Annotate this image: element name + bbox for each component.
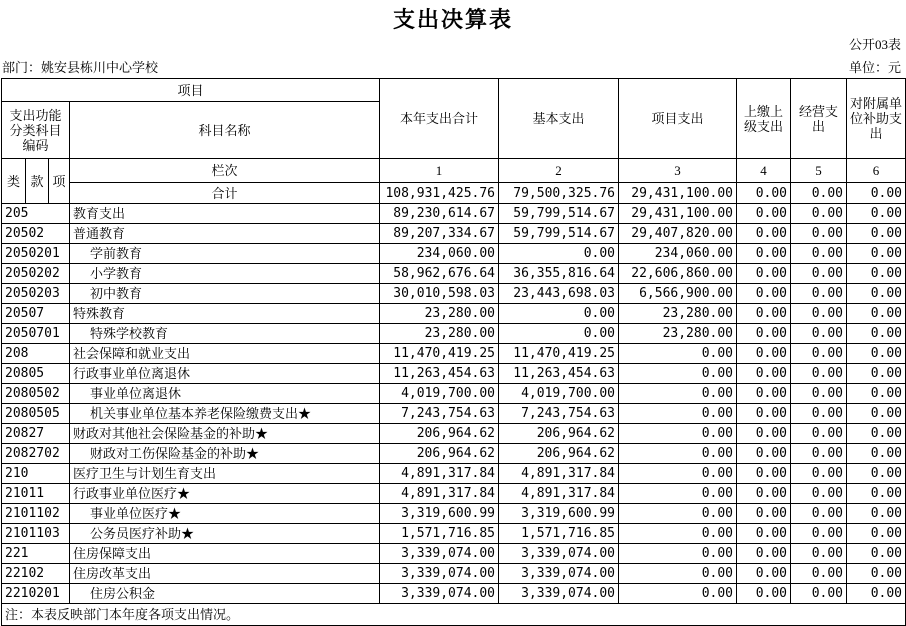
subject-name-cell: 财政对工伤保险基金的补助★ [70,444,380,464]
subject-name-cell: 行政事业单位医疗★ [70,484,380,504]
total-amount-cell: 108,931,425.76 [380,183,499,204]
subject-name-cell: 住房公积金 [70,584,380,604]
subject-name-cell: 特殊教育 [70,304,380,324]
amount-cell: 0.00 [619,404,737,424]
col-number-1: 1 [380,159,499,183]
department-label: 部门：姚安县栋川中心学校 [2,60,159,75]
amount-cell: 0.00 [791,564,847,584]
header-row-rank [2,159,906,183]
col-header-project-exp: 项目支出 [619,79,737,159]
expenditure-table [1,78,906,626]
amount-cell: 0.00 [847,424,906,444]
amount-cell: 0.00 [737,344,791,364]
amount-cell: 0.00 [737,384,791,404]
table-row [2,244,906,264]
code-group-header-cell: 支出功能分类科目编码 [2,102,70,159]
code-cell: 2101102 [2,504,70,524]
amount-cell: 89,230,614.67 [380,204,499,224]
table-row [2,464,906,484]
amount-cell: 0.00 [737,484,791,504]
amount-cell: 0.00 [847,544,906,564]
code-cell: 2050202 [2,264,70,284]
col-number-4: 4 [737,159,791,183]
code-cell: 20827 [2,424,70,444]
amount-cell: 0.00 [737,244,791,264]
amount-cell: 0.00 [737,504,791,524]
subject-name-cell: 事业单位离退休 [70,384,380,404]
total-row [2,183,906,204]
amount-cell: 0.00 [619,444,737,464]
amount-cell: 89,207,334.67 [380,224,499,244]
amount-cell: 29,407,820.00 [619,224,737,244]
amount-cell: 0.00 [847,484,906,504]
table-row [2,504,906,524]
col-number-5: 5 [791,159,847,183]
table-row [2,524,906,544]
amount-cell: 206,964.62 [499,444,619,464]
subject-name-cell: 事业单位医疗★ [70,504,380,524]
amount-cell: 0.00 [791,424,847,444]
table-row [2,484,906,504]
amount-cell: 0.00 [791,484,847,504]
code-cell: 20502 [2,224,70,244]
amount-cell: 0.00 [791,244,847,264]
amount-cell: 23,280.00 [619,304,737,324]
amount-cell: 23,280.00 [380,304,499,324]
note-text: 注：本表反映部门本年度各项支出情况。 [2,604,906,626]
code-cell: 2050701 [2,324,70,344]
amount-cell: 3,339,074.00 [380,584,499,604]
code-cell: 210 [2,464,70,484]
amount-cell: 3,339,074.00 [499,584,619,604]
amount-cell: 30,010,598.03 [380,284,499,304]
amount-cell: 0.00 [791,544,847,564]
amount-cell: 0.00 [791,344,847,364]
amount-cell: 0.00 [847,244,906,264]
amount-cell: 0.00 [791,264,847,284]
amount-cell: 0.00 [847,524,906,544]
amount-cell: 0.00 [619,464,737,484]
amount-cell: 234,060.00 [380,244,499,264]
amount-cell: 0.00 [737,444,791,464]
amount-cell: 29,431,100.00 [619,204,737,224]
subject-name-cell: 机关事业单位基本养老保险缴费支出★ [70,404,380,424]
amount-cell: 0.00 [737,544,791,564]
code-cell: 221 [2,544,70,564]
subject-name-header-cell: 科目名称 [70,102,380,159]
amount-cell: 0.00 [847,324,906,344]
subject-name-cell: 行政事业单位离退休 [70,364,380,384]
amount-cell: 0.00 [737,524,791,544]
table-footer [2,604,906,626]
amount-cell: 0.00 [847,464,906,484]
col-header-operating: 经营支出 [791,79,847,159]
amount-cell: 0.00 [847,364,906,384]
amount-cell: 0.00 [737,224,791,244]
amount-cell: 0.00 [791,324,847,344]
code-cell: 2080505 [2,404,70,424]
amount-cell: 0.00 [619,584,737,604]
amount-cell: 0.00 [791,224,847,244]
amount-cell: 7,243,754.63 [499,404,619,424]
subject-name-cell: 住房保障支出 [70,544,380,564]
amount-cell: 22,606,860.00 [619,264,737,284]
subject-name-cell: 学前教育 [70,244,380,264]
total-amount-cell: 29,431,100.00 [619,183,737,204]
amount-cell: 11,470,419.25 [499,344,619,364]
amount-cell: 0.00 [737,264,791,284]
amount-cell: 0.00 [847,444,906,464]
table-row [2,404,906,424]
amount-cell: 0.00 [791,444,847,464]
header-row-project [2,79,906,102]
page-title: 支出决算表 [392,7,513,32]
code-cell: 2082702 [2,444,70,464]
amount-cell: 3,319,600.99 [380,504,499,524]
table-row [2,344,906,364]
project-header-cell: 项目 [2,79,380,102]
amount-cell: 0.00 [499,324,619,344]
amount-cell: 0.00 [847,404,906,424]
amount-cell: 7,243,754.63 [380,404,499,424]
col-number-6: 6 [847,159,906,183]
amount-cell: 0.00 [619,504,737,524]
amount-cell: 3,339,074.00 [499,544,619,564]
amount-cell: 0.00 [791,524,847,544]
amount-cell: 23,280.00 [619,324,737,344]
amount-cell: 0.00 [737,404,791,424]
amount-cell: 6,566,900.00 [619,284,737,304]
table-row [2,304,906,324]
table-row [2,324,906,344]
amount-cell: 0.00 [847,564,906,584]
col-number-2: 2 [499,159,619,183]
amount-cell: 206,964.62 [499,424,619,444]
subject-name-cell: 住房改革支出 [70,564,380,584]
subject-name-cell: 公务员医疗补助★ [70,524,380,544]
amount-cell: 4,891,317.84 [499,464,619,484]
amount-cell: 3,339,074.00 [380,564,499,584]
amount-cell: 0.00 [847,344,906,364]
amount-cell: 0.00 [619,424,737,444]
unit-label: 单位：元 [848,60,901,75]
amount-cell: 206,964.62 [380,444,499,464]
amount-cell: 4,019,700.00 [380,384,499,404]
amount-cell: 0.00 [619,524,737,544]
amount-cell: 0.00 [619,344,737,364]
code-cell: 2101103 [2,524,70,544]
amount-cell: 0.00 [619,364,737,384]
amount-cell: 0.00 [737,364,791,384]
code-cell: 20507 [2,304,70,324]
table-row [2,204,906,224]
table-row [2,424,906,444]
amount-cell: 0.00 [847,504,906,524]
amount-cell: 0.00 [619,384,737,404]
amount-cell: 11,470,419.25 [380,344,499,364]
amount-cell: 4,019,700.00 [499,384,619,404]
code-cell: 2210201 [2,584,70,604]
subject-name-cell: 特殊学校教育 [70,324,380,344]
amount-cell: 0.00 [737,564,791,584]
amount-cell: 3,319,600.99 [499,504,619,524]
amount-cell: 4,891,317.84 [380,484,499,504]
code-cell: 2080502 [2,384,70,404]
note-row [2,604,906,626]
amount-cell: 58,962,676.64 [380,264,499,284]
amount-cell: 0.00 [791,304,847,324]
code-col-section: 款 [26,159,49,204]
code-col-class: 类 [2,159,26,204]
subject-name-cell: 财政对其他社会保险基金的补助★ [70,424,380,444]
subject-name-cell: 社会保障和就业支出 [70,344,380,364]
amount-cell: 0.00 [791,384,847,404]
col-number-3: 3 [619,159,737,183]
table-body [2,204,906,604]
amount-cell: 0.00 [847,264,906,284]
amount-cell: 0.00 [847,204,906,224]
meta-row [0,60,906,76]
amount-cell: 36,355,816.64 [499,264,619,284]
amount-cell: 59,799,514.67 [499,224,619,244]
amount-cell: 0.00 [499,244,619,264]
amount-cell: 0.00 [737,424,791,444]
amount-cell: 0.00 [791,364,847,384]
amount-cell: 0.00 [847,224,906,244]
code-col-item: 项 [49,159,70,204]
table-row [2,264,906,284]
code-cell: 2050203 [2,284,70,304]
amount-cell: 4,891,317.84 [499,484,619,504]
amount-cell: 0.00 [737,584,791,604]
amount-cell: 59,799,514.67 [499,204,619,224]
amount-cell: 4,891,317.84 [380,464,499,484]
amount-cell: 1,571,716.85 [380,524,499,544]
amount-cell: 0.00 [737,464,791,484]
table-row [2,444,906,464]
table-header [2,79,906,204]
code-cell: 20805 [2,364,70,384]
amount-cell: 0.00 [737,304,791,324]
table-row [2,384,906,404]
amount-cell: 0.00 [791,204,847,224]
table-row [2,544,906,564]
col-header-upper-level: 上缴上级支出 [737,79,791,159]
code-cell: 205 [2,204,70,224]
amount-cell: 0.00 [847,584,906,604]
total-label-cell: 合计 [70,183,380,204]
amount-cell: 0.00 [737,324,791,344]
table-code-label: 公开03表 [848,37,901,52]
amount-cell: 0.00 [791,284,847,304]
table-row [2,364,906,384]
amount-cell: 0.00 [499,304,619,324]
table-row [2,584,906,604]
total-amount-cell: 0.00 [847,183,906,204]
amount-cell: 0.00 [847,304,906,324]
amount-cell: 3,339,074.00 [499,564,619,584]
total-amount-cell: 0.00 [791,183,847,204]
table-row [2,224,906,244]
amount-cell: 0.00 [791,464,847,484]
amount-cell: 0.00 [847,384,906,404]
subject-name-cell: 初中教育 [70,284,380,304]
total-amount-cell: 0.00 [737,183,791,204]
code-cell: 22102 [2,564,70,584]
amount-cell: 0.00 [737,204,791,224]
subject-name-cell: 教育支出 [70,204,380,224]
amount-cell: 23,443,698.03 [499,284,619,304]
amount-cell: 0.00 [791,504,847,524]
amount-cell: 3,339,074.00 [380,544,499,564]
total-amount-cell: 79,500,325.76 [499,183,619,204]
code-cell: 21011 [2,484,70,504]
col-header-affiliated-subsidy: 对附属单位补助支出 [847,79,906,159]
rank-label-cell: 栏次 [70,159,380,183]
amount-cell: 0.00 [791,404,847,424]
subject-name-cell: 普通教育 [70,224,380,244]
amount-cell: 206,964.62 [380,424,499,444]
col-header-total-year: 本年支出合计 [380,79,499,159]
code-cell: 2050201 [2,244,70,264]
amount-cell: 0.00 [619,564,737,584]
amount-cell: 0.00 [737,284,791,304]
col-header-basic: 基本支出 [499,79,619,159]
amount-cell: 0.00 [791,584,847,604]
subject-name-cell: 医疗卫生与计划生育支出 [70,464,380,484]
code-cell: 208 [2,344,70,364]
amount-cell: 11,263,454.63 [380,364,499,384]
amount-cell: 0.00 [847,284,906,304]
subject-name-cell: 小学教育 [70,264,380,284]
table-row [2,284,906,304]
amount-cell: 23,280.00 [380,324,499,344]
amount-cell: 11,263,454.63 [499,364,619,384]
amount-cell: 1,571,716.85 [499,524,619,544]
amount-cell: 0.00 [619,544,737,564]
table-row [2,564,906,584]
amount-cell: 0.00 [619,484,737,504]
amount-cell: 234,060.00 [619,244,737,264]
